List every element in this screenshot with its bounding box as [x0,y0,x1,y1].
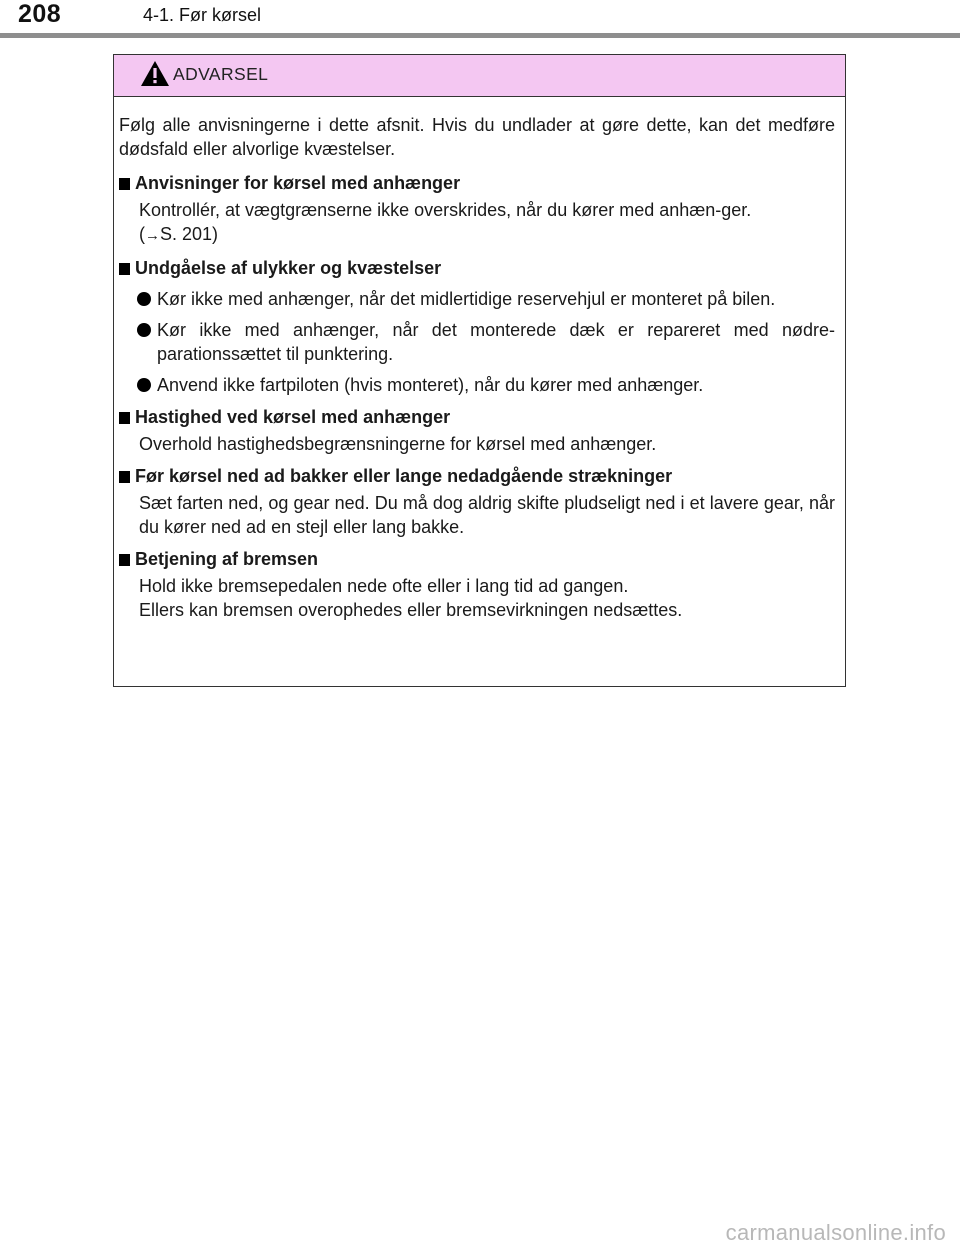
section-title: Før kørsel ned ad bakker eller lange nedadgående strækninger [135,466,673,486]
round-bullet-icon [137,323,151,337]
header-rule [0,33,960,38]
section-text: Hold ikke bremsepedalen nede ofte eller i lang tid ad gangen. [139,576,629,596]
warning-box [113,54,846,687]
warning-body [114,97,845,622]
section-accident-avoidance [119,256,835,397]
section-trailer-instructions [119,171,835,248]
warning-triangle-icon [140,60,170,87]
watermark: carmanualsonline.info [725,1220,946,1245]
square-bullet-icon [119,554,130,566]
section-text: Ellers kan bremsen overophedes eller bremsevirkningen nedsættes. [139,600,683,620]
page-reference: (→S. 201) [139,224,219,244]
section-text: Kontrollér, at vægtgrænserne ikke overskrides, når du kører med anhæn-ger. [139,200,752,220]
section-text: Overhold hastighedsbegrænsningerne for kørsel med anhænger. [139,434,657,454]
list-item: Kør ikke med anhænger, når det monterede dæk er repareret med nødre-parationssættet til punktering. [137,318,835,366]
square-bullet-icon [119,263,130,275]
round-bullet-icon [137,292,151,306]
list-item: Kør ikke med anhænger, når det midlertidige reservehjul er monteret på bilen. [137,287,835,311]
square-bullet-icon [119,471,130,483]
warning-header [114,55,845,97]
warning-intro: Følg alle anvisningerne i dette afsnit. Hvis du undlader at gøre dette, kan det medføre dødsfald eller alvorlige kvæstelser. [119,115,835,159]
section-title: Undgåelse af ulykker og kvæstelser [135,258,442,278]
section-title: Anvisninger for kørsel med anhænger [135,173,461,193]
section-speed [119,405,835,456]
section-brakes [119,547,835,622]
page-number: 208 [18,0,62,28]
section-downhill [119,464,835,539]
square-bullet-icon [119,412,130,424]
page-header [0,0,960,40]
section-title: 4-1. Før kørsel [143,5,262,25]
round-bullet-icon [137,378,151,392]
section-title: Hastighed ved kørsel med anhænger [135,407,451,427]
section-text: Sæt farten ned, og gear ned. Du må dog aldrig skifte pludseligt ned i et lavere gear, når du kører ned ad en stejl eller lang bakke. [139,493,835,537]
warning-label: ADVARSEL [173,64,269,84]
list-item: Anvend ikke fartpiloten (hvis monteret), når du kører med anhænger. [137,373,835,397]
square-bullet-icon [119,178,130,190]
section-title: Betjening af bremsen [135,549,319,569]
arrow-right-icon: → [145,227,160,244]
